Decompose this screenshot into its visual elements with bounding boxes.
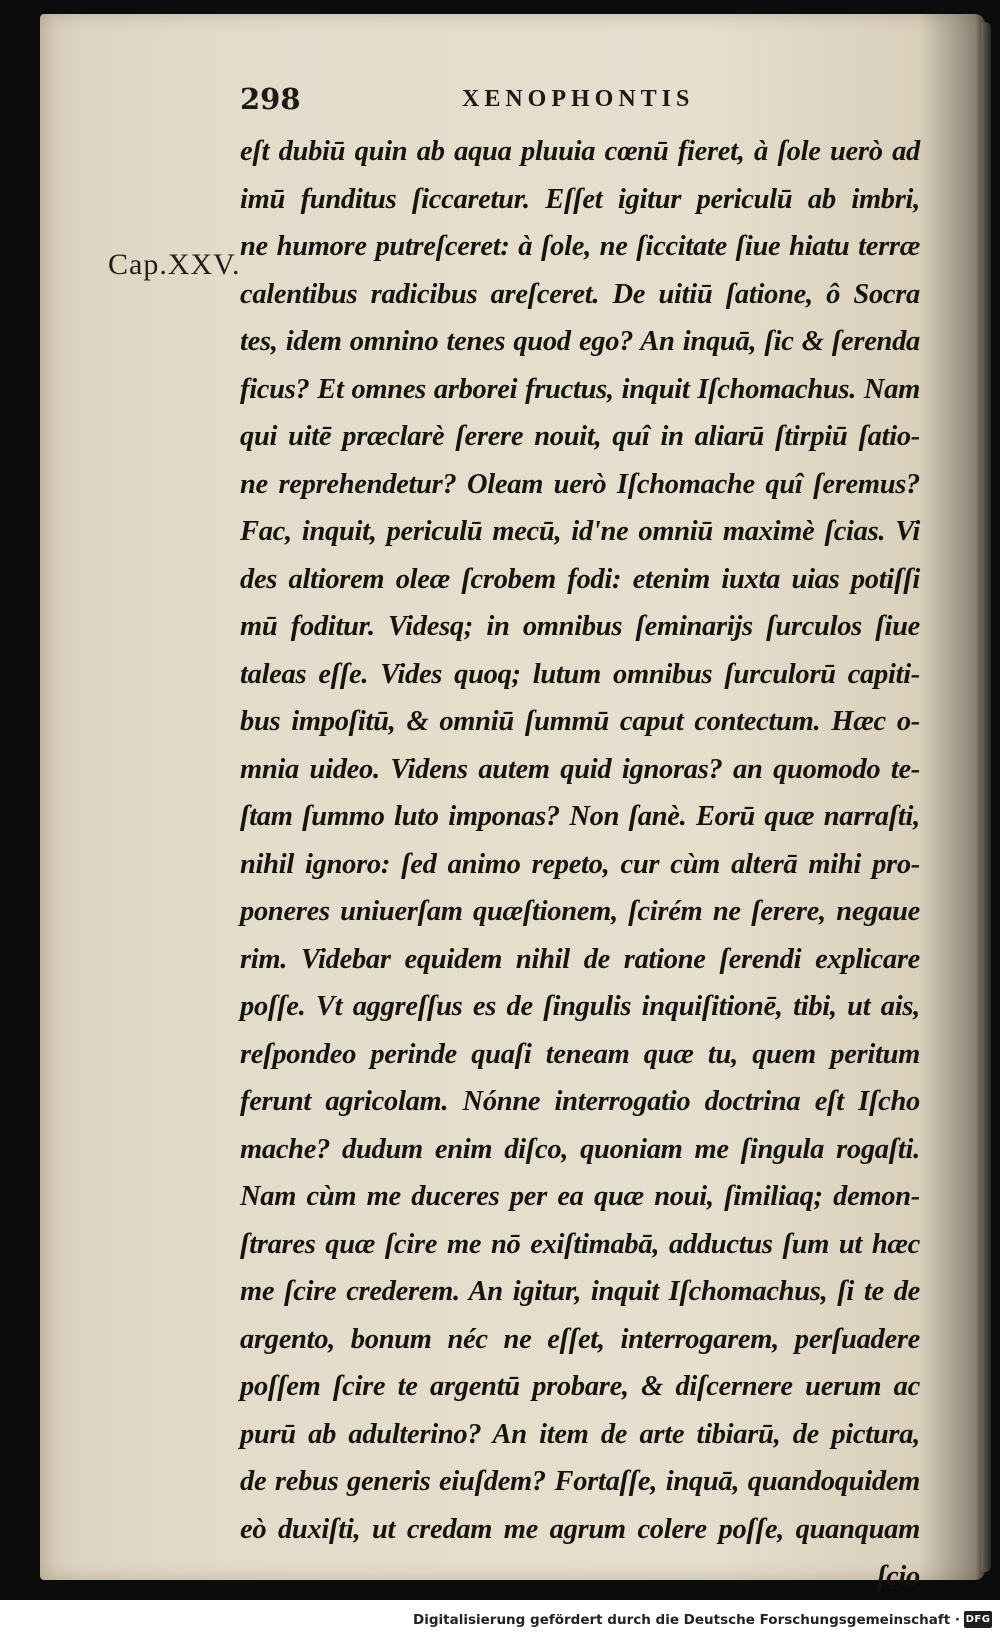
text-line: ſtam ſummo luto imponas? Non ſanè. Eorū quæ narraſti, (240, 801, 920, 832)
dfg-logo: DFG (964, 1611, 992, 1628)
text-line: calentibus radicibus areſceret. De uitiū ſatione, ô Socra (240, 278, 920, 310)
text-line: ſtrares quæ ſcire me nō exiſtimabā, adductus ſum ut hæc (240, 1228, 920, 1260)
text-line: nihil ignoro: ſed animo repeto, cur cùm alterā mihi pro- (240, 848, 920, 880)
text-line: purū ab adulterino? An item de arte tibiarū, de pictura, (240, 1418, 920, 1450)
text-line: eò duxiſti, ut credam me agrum colere poſſe, quanquam (240, 1513, 920, 1545)
text-line: poneres uniuerſam quæſtionem, ſcirém ne ſerere, negaue (240, 896, 920, 927)
text-line: tes, idem omnino tenes quod ego? An inquā, ſic & ſerenda (240, 326, 920, 357)
text-line: argento, bonum néc ne eſſet, interrogarem, perſuadere (240, 1323, 920, 1355)
text-line: reſpondeo perinde quaſi teneam quæ tu, quem peritum (240, 1038, 920, 1070)
text-line: rim. Videbar equidem nihil de ratione ſerendi explicare (240, 943, 920, 975)
text-line: me ſcire crederem. An igitur, inquit Iſchomachus, ſi te de (240, 1276, 920, 1307)
text-line: mache? dudum enim diſco, quoniam me ſingula rogaſti. (240, 1133, 920, 1165)
running-title: XENOPHONTIS (462, 86, 695, 112)
text-line: taleas eſſe. Vides quoq; lutum omnibus ſurculorū capiti- (240, 658, 920, 690)
text-line: mnia uideo. Videns autem quid ignoras? an quomodo te- (240, 753, 920, 785)
text-line: ferunt agricolam. Nónne interrogatio doctrina eſt Iſcho (240, 1086, 920, 1117)
page-number: 298 (240, 82, 301, 116)
text-line: Fac, inquit, periculū mecū, id'ne omniū maximè ſcias. Vi (240, 516, 920, 547)
text-line: de rebus generis eiuſdem? Fortaſſe, inquā, quandoquidem (240, 1466, 920, 1497)
text-line: qui uitē præclarè ſerere nouit, quî in aliarū ſtirpiū ſatio- (240, 421, 920, 452)
footer-bar (0, 1600, 1000, 1642)
funding-note: Digitalisierung gefördert durch die Deutsche Forschungsgemeinschaft · (413, 1612, 960, 1628)
text-line: mū foditur. Videsq; in omnibus ſeminarijs ſurculos ſiue (240, 611, 920, 642)
running-head (240, 82, 760, 122)
marginal-chapter-note: Cap.XXV. (108, 248, 241, 281)
text-line: eſt dubiū quin ab aqua pluuia cœnū fieret, à ſole uerò ad (240, 136, 920, 167)
text-line: ficus? Et omnes arborei fructus, inquit Iſchomachus. Nam (240, 373, 920, 405)
catchword: ſcio (876, 1561, 920, 1592)
text-line: Nam cùm me duceres per ea quæ noui, ſimiliaq; demon- (240, 1181, 920, 1212)
body-text (240, 128, 920, 1601)
text-line: poſſe. Vt aggreſſus es de ſingulis inquiſitionē, tibi, ut ais, (240, 991, 920, 1022)
page-edge (981, 22, 991, 1572)
text-line: imū funditus ſiccaretur. Eſſet igitur periculū ab imbri, (240, 183, 920, 215)
text-line: ne humore putreſceret: à ſole, ne ſiccitate ſiue hiatu terræ (240, 231, 920, 262)
text-line: des altiorem oleæ ſcrobem fodi: etenim iuxta uias potiſſi (240, 563, 920, 595)
text-line: ne reprehendetur? Oleam uerò Iſchomache quî ſeremus? (240, 468, 920, 500)
text-line: bus impoſitū, & omniū ſummū caput contectum. Hæc o- (240, 706, 920, 737)
text-line: poſſem ſcire te argentū probare, & diſcernere uerum ac (240, 1371, 920, 1402)
